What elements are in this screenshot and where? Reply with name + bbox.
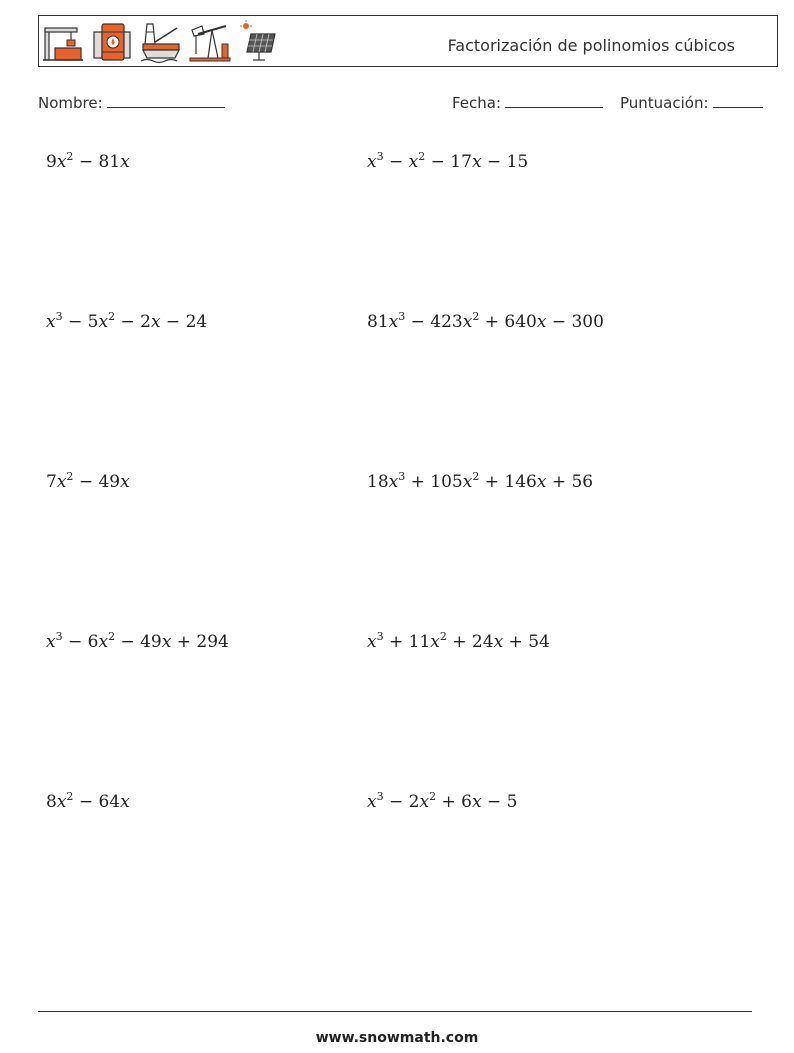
name-label: Nombre: [38, 94, 103, 112]
footer-site: www.snowmath.com [315, 1030, 479, 1046]
problem-3: $x^3 - 5x^2 - 2x - 24$ [46, 310, 208, 332]
pumpjack-icon [188, 20, 232, 64]
problem-4: $81x^3 - 423x^2 + 640x - 300$ [367, 310, 604, 332]
problem-1: $9x^2 - 81x$ [46, 150, 130, 172]
oil-rig-icon [139, 20, 183, 64]
problem-7: $x^3 - 6x^2 - 49x + 294$ [46, 630, 229, 652]
worksheet-title: Factorización de polinomios cúbicos [447, 36, 735, 55]
problem-5: $7x^2 - 49x$ [46, 470, 130, 492]
problem-8: $x^3 + 11x^2 + 24x + 54$ [367, 630, 550, 652]
score-field [620, 93, 763, 112]
problem-2: $x^3 - x^2 - 17x - 15$ [367, 150, 529, 172]
header-icons [41, 20, 281, 64]
date-line [505, 93, 603, 108]
name-line [107, 93, 225, 108]
crane-icon [41, 20, 85, 64]
oil-barrel-icon [90, 20, 134, 64]
header-box [38, 15, 778, 67]
solar-panel-icon [237, 20, 281, 64]
date-field [452, 93, 603, 112]
problem-9: $8x^2 - 64x$ [46, 790, 130, 812]
score-label: Puntuación: [620, 94, 709, 112]
problem-10: $x^3 - 2x^2 + 6x - 5$ [367, 790, 518, 812]
date-label: Fecha: [452, 94, 502, 112]
footer-rule [38, 1011, 752, 1012]
problem-6: $18x^3 + 105x^2 + 146x + 56$ [367, 470, 594, 492]
score-line [713, 93, 763, 108]
name-field [38, 93, 225, 112]
